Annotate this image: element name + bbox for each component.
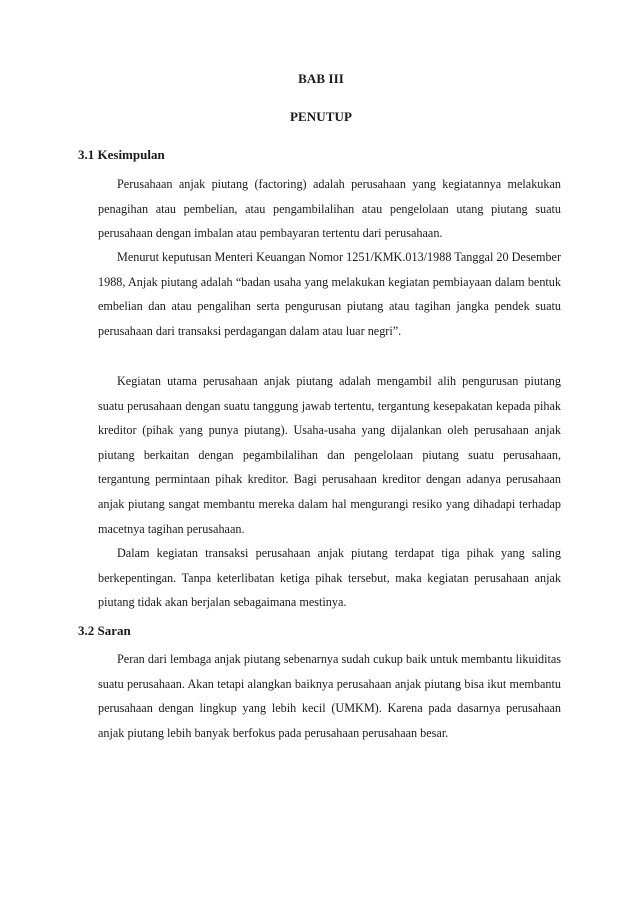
paragraph: Menurut keputusan Menteri Keuangan Nomor 1251/KMK.013/1988 Tanggal 20 Desember 1988, Anjak piutang adalah “badan usaha yang melakukan kegiatan pembiayaan dalam bentuk embelian dan atau pengalihan serta pengurusan piutang atau tagihan jangka pendek suatu perusahaan dari transaksi perdagangan dalam atau luar negri”. (98, 250, 562, 338)
paragraph: Peran dari lembaga anjak piutang sebenarnya sudah cukup baik untuk membantu likuiditas suatu perusahaan. Akan tetapi alangkan baiknya perusahaan anjak piutang bisa ikut membantu perusahaan dengan lingkup yang lebih kecil (UMKM). Karena pada dasarnya perusahaan anjak piutang lebih banyak berfokus pada perusahaan perusahaan besar. (98, 652, 561, 740)
section-title-saran: 3.2 Saran (78, 623, 131, 638)
paragraph: Kegiatan utama perusahaan anjak piutang adalah mengambil alih pengurusan piutang suatu perusahaan dengan suatu tanggung jawab tertentu, tergantung kesepakatan kepada pihak kreditor (pihak yang punya piutang). Usaha-usaha yang dijalankan oleh perusahaan anjak piutang berkaitan dengan pegambilalihan dan pengelolaan piutang suatu perusahaan, tergantung permintaan pihak kreditor. Bagi perusahaan kreditor dengan adanya perusahaan anjak piutang sangat membantu mereka dalam hal mengurangi resiko yang dihadapi terhadap macetnya tagihan perusahaan. (98, 374, 561, 536)
section-title-kesimpulan: 3.1 Kesimpulan (78, 147, 165, 162)
chapter-heading: BAB III (298, 71, 344, 86)
paragraph: Dalam kegiatan transaksi perusahaan anjak piutang terdapat tiga pihak yang saling berkepentingan. Tanpa keterlibatan ketiga pihak tersebut, maka kegiatan perusahaan anjak piutang tidak akan berjalan sebagaimana mestinya. (98, 546, 561, 610)
chapter-title: PENUTUP (289, 109, 353, 124)
paragraph: Perusahaan anjak piutang (factoring) adalah perusahaan yang kegiatannya melakukan penagihan atau pembelian, atau pengambilalihan atau pengelolaan utang piutang suatu perusahaan dengan imbalan atau pembayaran tertentu dari perusahaan. (98, 177, 561, 241)
